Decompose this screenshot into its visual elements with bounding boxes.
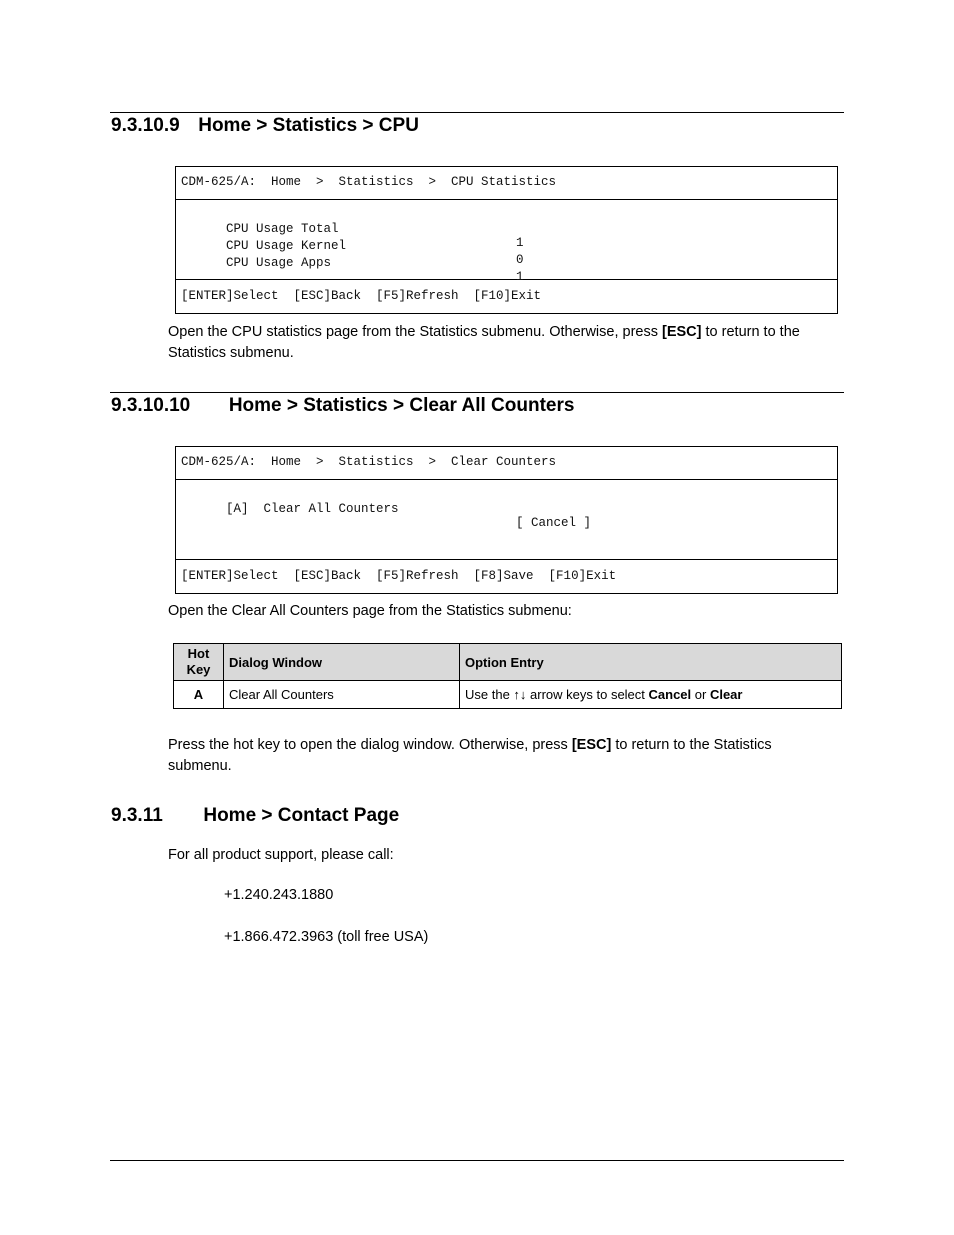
- terminal-header: CDM-625/A: Home > Statistics > CPU Statistics: [176, 167, 837, 200]
- terminal-footer: [ENTER]Select [ESC]Back [F5]Refresh [F8]Save [F10]Exit: [181, 569, 617, 583]
- cpu-terminal-screen: [175, 166, 838, 314]
- terminal-header: CDM-625/A: Home > Statistics > Clear Counters: [176, 447, 837, 480]
- column-header-option-entry: Option Entry: [460, 644, 842, 681]
- column-header-dialog-window: Dialog Window: [224, 644, 460, 681]
- text-segment: Open the CPU statistics page from the Statistics submenu. Otherwise, press: [168, 324, 663, 340]
- option-entry-cell: [460, 681, 842, 709]
- section-title: Home > Statistics > CPU: [198, 115, 419, 136]
- text-segment: to return to the Statistics submenu.: [168, 324, 800, 361]
- table-header-row: [174, 644, 842, 681]
- row-value: 1: [516, 236, 524, 250]
- cancel-option-text: Cancel: [648, 687, 692, 702]
- row-value: 0: [516, 253, 524, 267]
- section-title: Home > Contact Page: [203, 805, 400, 826]
- contact-intro: For all product support, please call:: [168, 847, 394, 863]
- text-segment: Use the ↑↓ arrow keys to select: [465, 687, 649, 702]
- section-rule: [110, 112, 844, 113]
- esc-key: [ESC]: [662, 324, 702, 340]
- table-row: [174, 681, 842, 709]
- row-label: CPU Usage Apps: [226, 256, 332, 270]
- clear-counters-intro: Open the Clear All Counters page from the Statistics submenu:: [168, 603, 572, 619]
- hot-key-table: [173, 643, 842, 709]
- row-value: 1: [516, 270, 524, 284]
- section-rule: [110, 392, 844, 393]
- column-header-hot-key: Hot Key: [174, 644, 224, 681]
- phone-number-toll-free: +1.866.472.3963 (toll free USA): [224, 929, 429, 945]
- text-segment: to return to the Statistics submenu.: [168, 737, 772, 774]
- terminal-row: [181, 488, 837, 530]
- clear-counters-terminal-screen: [175, 446, 838, 594]
- footer-rule: [110, 1160, 844, 1161]
- dialog-window-cell: Clear All Counters: [224, 681, 460, 709]
- clear-counters-description: [168, 735, 838, 777]
- section-heading-contact: [111, 805, 399, 827]
- section-heading-cpu: [111, 115, 419, 137]
- terminal-row: [181, 242, 837, 284]
- terminal-footer: [ENTER]Select [ESC]Back [F5]Refresh [F10]Exit: [181, 289, 542, 303]
- phone-number: +1.240.243.1880: [224, 887, 334, 903]
- text-segment: Press the hot key to open the dialog window. Otherwise, press: [168, 737, 572, 753]
- row-label: CPU Usage Total: [226, 222, 339, 236]
- clear-all-counters-item: [A] Clear All Counters: [226, 502, 399, 516]
- text-segment: or: [691, 687, 710, 702]
- section-title: Home > Statistics > Clear All Counters: [228, 395, 575, 416]
- section-number: 9.3.10.9: [111, 115, 180, 136]
- cpu-description: [168, 322, 838, 364]
- section-number: 9.3.10.10: [111, 395, 191, 416]
- cancel-option: [ Cancel ]: [516, 516, 592, 530]
- esc-key: [ESC]: [571, 737, 612, 753]
- terminal-body: [176, 200, 837, 284]
- terminal-body: [176, 480, 837, 560]
- clear-option-text: Clear: [709, 687, 743, 702]
- hot-key-cell: A: [174, 681, 224, 709]
- row-label: CPU Usage Kernel: [226, 239, 347, 253]
- section-number: 9.3.11: [111, 805, 163, 826]
- section-heading-clear-counters: [111, 395, 574, 417]
